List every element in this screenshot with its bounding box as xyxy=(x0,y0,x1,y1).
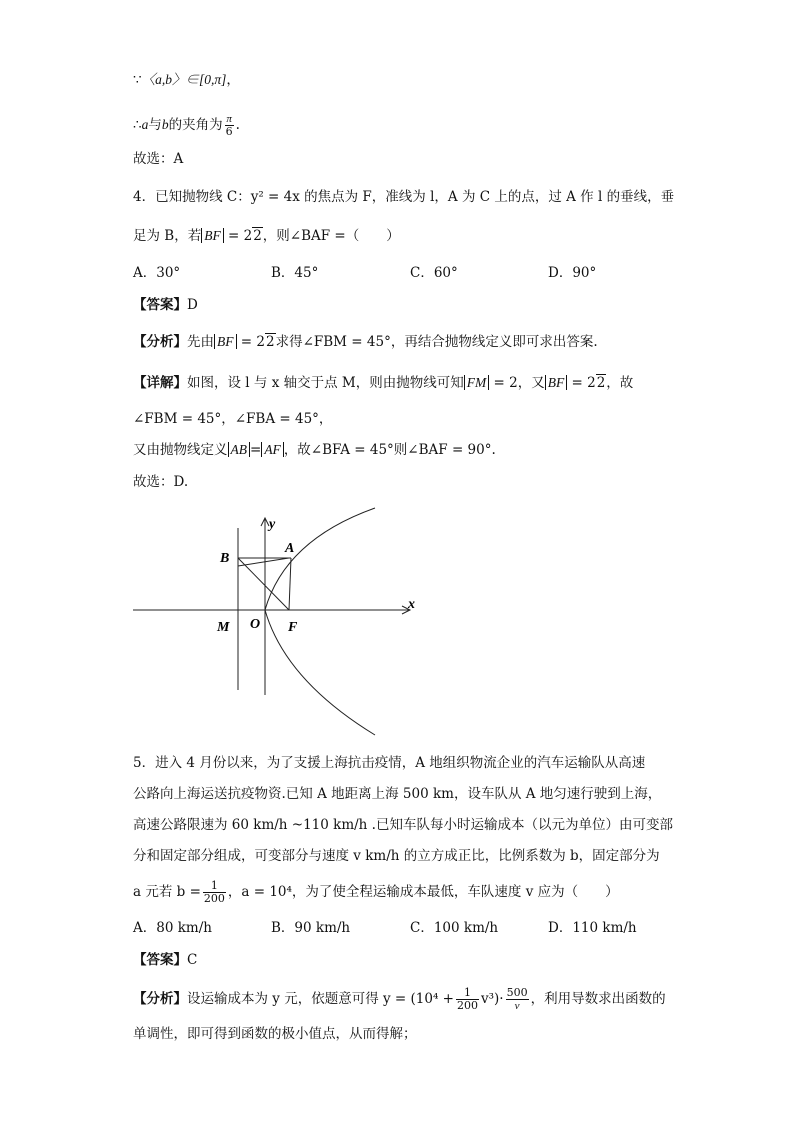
label-B: B xyxy=(220,551,230,566)
q5-stem-line-2: 公路向上海运送抗疫物资.已知 A 地距离上海 500 km，设车队从 A 地匀速行驶到上海， xyxy=(133,786,662,802)
label-A: A xyxy=(285,541,295,556)
q4-option-d: D．90° xyxy=(548,265,597,281)
q4-option-c: C．60° xyxy=(410,265,458,281)
q4-option-b: B．45° xyxy=(271,265,319,281)
label-x: x xyxy=(408,597,415,612)
segment-BF xyxy=(238,558,289,610)
q4-answer: 【答案】D xyxy=(133,297,198,313)
q5-stem-line-3: 高速公路限速为 60 km/h ~110 km/h .已知车队每小时运输成本（以元为单位）由可变部 xyxy=(133,817,673,833)
q5-option-a: A．80 km/h xyxy=(133,920,212,936)
q5-option-b: B．90 km/h xyxy=(271,920,351,936)
fraction-1-over-200: $\frac{1}{200}$ xyxy=(203,879,225,905)
q5-option-c: C．100 km/h xyxy=(410,920,499,936)
label-M: M xyxy=(217,620,230,635)
prev-solution-line-1: ∵〈a,b〉∈[0,π]， xyxy=(133,72,240,88)
q5-stem-line-4: 分和固定部分组成，可变部分与速度 v km/h 的立方成正比，比例系数为 b，固定部分为 xyxy=(133,848,660,864)
segment-BF-2 xyxy=(238,558,289,566)
q4-detail-line-2: ∠FBM = 45°，∠FBA = 45°， xyxy=(133,411,333,427)
q5-analysis-line-1: 【分析】设运输成本为 y 元，依题意可得 y = (10⁴ + $\frac{1}{200}$ v³)· $\frac{500}{v}$ ，利用导数求出函数的 xyxy=(133,986,666,1012)
q4-detail-line-3: 又由抛物线定义 AB = AF ，故∠BFA = 45°则∠BAF = 90°. xyxy=(133,442,496,458)
q5-analysis-line-2: 单调性，即可得到函数的极小值点，从而得解； xyxy=(133,1026,417,1042)
fraction-pi-over-6: $\frac{\pi}{6}$ xyxy=(225,113,233,138)
parabola-figure xyxy=(125,500,425,740)
q5-option-d: D．110 km/h xyxy=(548,920,637,936)
prev-solution-line-2: ∴a与b的夹角为 $\frac{\pi}{6}$ . xyxy=(133,113,240,138)
q5-answer: 【答案】C xyxy=(133,952,198,968)
label-y: y xyxy=(269,517,276,532)
segment-AF xyxy=(289,558,291,610)
parabola-curve xyxy=(265,508,375,735)
fraction-500-over-v: $\frac{500}{v}$ xyxy=(506,986,528,1012)
q4-choice: 故选：D. xyxy=(133,474,189,490)
prev-choice: 故选：A xyxy=(133,151,184,167)
q4-option-a: A．30° xyxy=(133,265,181,281)
q4-stem-line-2: 足为 B，若 BF = 22，则∠BAF =（ ） xyxy=(133,228,400,244)
q5-stem-line-1: 5．进入 4 月份以来，为了支援上海抗击疫情，A 地组织物流企业的汽车运输队从高速 xyxy=(133,755,646,771)
label-O: O xyxy=(250,617,261,632)
label-F: F xyxy=(288,620,298,635)
q5-stem-line-5: a 元若 b = $\frac{1}{200}$ ，a = 10⁴，为了使全程运输成本最低，车队速度 v 应为（ ） xyxy=(133,879,619,905)
q4-analysis: 【分析】先由 BF = 22求得∠FBM = 45°，再结合抛物线定义即可求出答案. xyxy=(133,334,598,350)
q4-stem-line-1: 4．已知抛物线 C：y² = 4x 的焦点为 F，准线为 l，A 为 C 上的点，过 A 作 l 的垂线，垂 xyxy=(133,189,675,205)
fraction-1-over-200-b: $\frac{1}{200}$ xyxy=(456,986,478,1012)
q4-detail-line-1: 【详解】如图，设 l 与 x 轴交于点 M，则由抛物线可知 FM = 2，又 BF = 22，故 xyxy=(133,375,634,391)
